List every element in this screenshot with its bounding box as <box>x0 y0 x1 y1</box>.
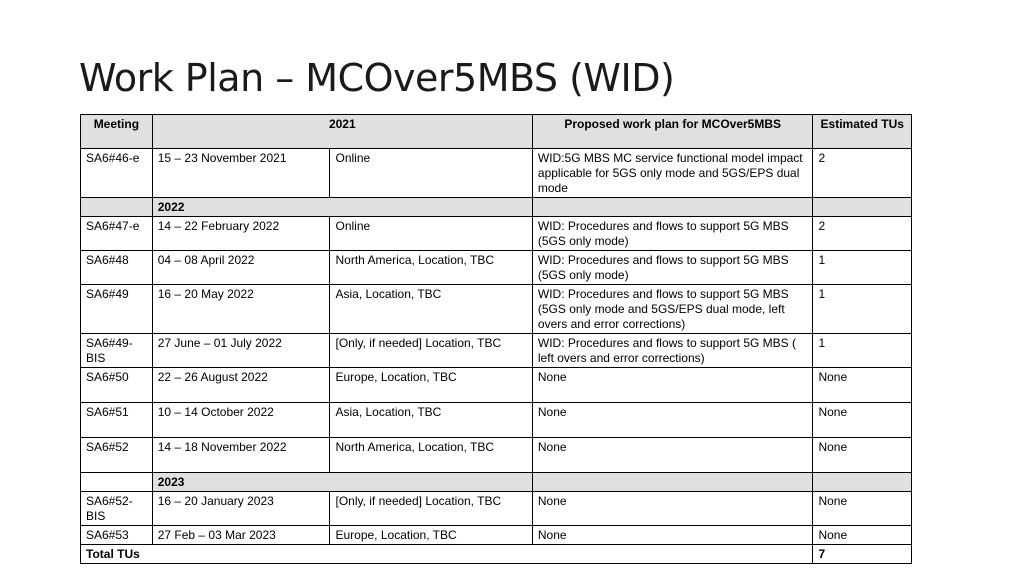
page-title: Work Plan – MCOver5MBS (WID) <box>79 56 675 100</box>
year-label-2022: 2022 <box>152 198 532 217</box>
dates-cell: 14 – 18 November 2022 <box>152 438 330 473</box>
meeting-cell: SA6#50 <box>81 368 153 403</box>
header-year-2021: 2021 <box>152 115 532 149</box>
location-cell: [Only, if needed] Location, TBC <box>330 492 532 526</box>
location-cell: Asia, Location, TBC <box>330 403 532 438</box>
location-cell: Europe, Location, TBC <box>330 368 532 403</box>
header-proposed-plan: Proposed work plan for MCOver5MBS <box>532 115 813 149</box>
meeting-cell: SA6#52 <box>81 438 153 473</box>
location-cell: North America, Location, TBC <box>330 251 532 285</box>
plan-cell: None <box>532 438 813 473</box>
meeting-cell: SA6#49 <box>81 285 153 334</box>
year-row-2022 <box>81 198 912 217</box>
location-cell: North America, Location, TBC <box>330 438 532 473</box>
plan-cell: None <box>532 403 813 438</box>
table-row <box>81 217 912 251</box>
tus-cell: None <box>813 492 912 526</box>
year-row-2023 <box>81 473 912 492</box>
plan-cell: WID: Procedures and flows to support 5G MBS (5GS only mode) <box>532 217 813 251</box>
dates-cell: 14 – 22 February 2022 <box>152 217 330 251</box>
meeting-cell: SA6#52-BIS <box>81 492 153 526</box>
tus-cell: 2 <box>813 217 912 251</box>
meeting-cell: SA6#49-BIS <box>81 334 153 368</box>
year-label-2023: 2023 <box>152 473 532 492</box>
meeting-cell: SA6#51 <box>81 403 153 438</box>
plan-cell: WID:5G MBS MC service functional model impact applicable for 5GS only mode and 5GS/EPS dual mode <box>532 149 813 198</box>
table-row <box>81 285 912 334</box>
table-row <box>81 149 912 198</box>
tus-cell: 1 <box>813 334 912 368</box>
total-row <box>81 545 912 564</box>
header-meeting: Meeting <box>81 115 153 149</box>
tus-cell: None <box>813 368 912 403</box>
meeting-cell: SA6#53 <box>81 526 153 545</box>
plan-cell: WID: Procedures and flows to support 5G MBS ( left overs and error corrections) <box>532 334 813 368</box>
dates-cell: 16 – 20 May 2022 <box>152 285 330 334</box>
location-cell: Online <box>330 149 532 198</box>
table-row <box>81 334 912 368</box>
table-row <box>81 251 912 285</box>
dates-cell: 22 – 26 August 2022 <box>152 368 330 403</box>
table-row <box>81 526 912 545</box>
total-value: 7 <box>813 545 912 564</box>
tus-cell: 2 <box>813 149 912 198</box>
plan-cell: None <box>532 368 813 403</box>
meeting-cell: SA6#47-e <box>81 217 153 251</box>
work-plan-table <box>80 114 912 564</box>
table-row <box>81 403 912 438</box>
table-row <box>81 438 912 473</box>
dates-cell: 16 – 20 January 2023 <box>152 492 330 526</box>
tus-cell: 1 <box>813 285 912 334</box>
tus-cell: None <box>813 526 912 545</box>
location-cell: [Only, if needed] Location, TBC <box>330 334 532 368</box>
meeting-cell: SA6#48 <box>81 251 153 285</box>
table-row <box>81 368 912 403</box>
plan-cell: None <box>532 492 813 526</box>
location-cell: Online <box>330 217 532 251</box>
header-row <box>81 115 912 149</box>
plan-cell: WID: Procedures and flows to support 5G MBS (5GS only mode) <box>532 251 813 285</box>
dates-cell: 27 Feb – 03 Mar 2023 <box>152 526 330 545</box>
location-cell: Asia, Location, TBC <box>330 285 532 334</box>
dates-cell: 10 – 14 October 2022 <box>152 403 330 438</box>
plan-cell: None <box>532 526 813 545</box>
total-label: Total TUs <box>81 545 813 564</box>
tus-cell: 1 <box>813 251 912 285</box>
header-estimated-tus: Estimated TUs <box>813 115 912 149</box>
tus-cell: None <box>813 403 912 438</box>
plan-cell: WID: Procedures and flows to support 5G MBS (5GS only mode and 5GS/EPS dual mode, left overs and error corrections) <box>532 285 813 334</box>
table-row <box>81 492 912 526</box>
tus-cell: None <box>813 438 912 473</box>
dates-cell: 04 – 08 April 2022 <box>152 251 330 285</box>
dates-cell: 27 June – 01 July 2022 <box>152 334 330 368</box>
meeting-cell: SA6#46-e <box>81 149 153 198</box>
location-cell: Europe, Location, TBC <box>330 526 532 545</box>
dates-cell: 15 – 23 November 2021 <box>152 149 330 198</box>
